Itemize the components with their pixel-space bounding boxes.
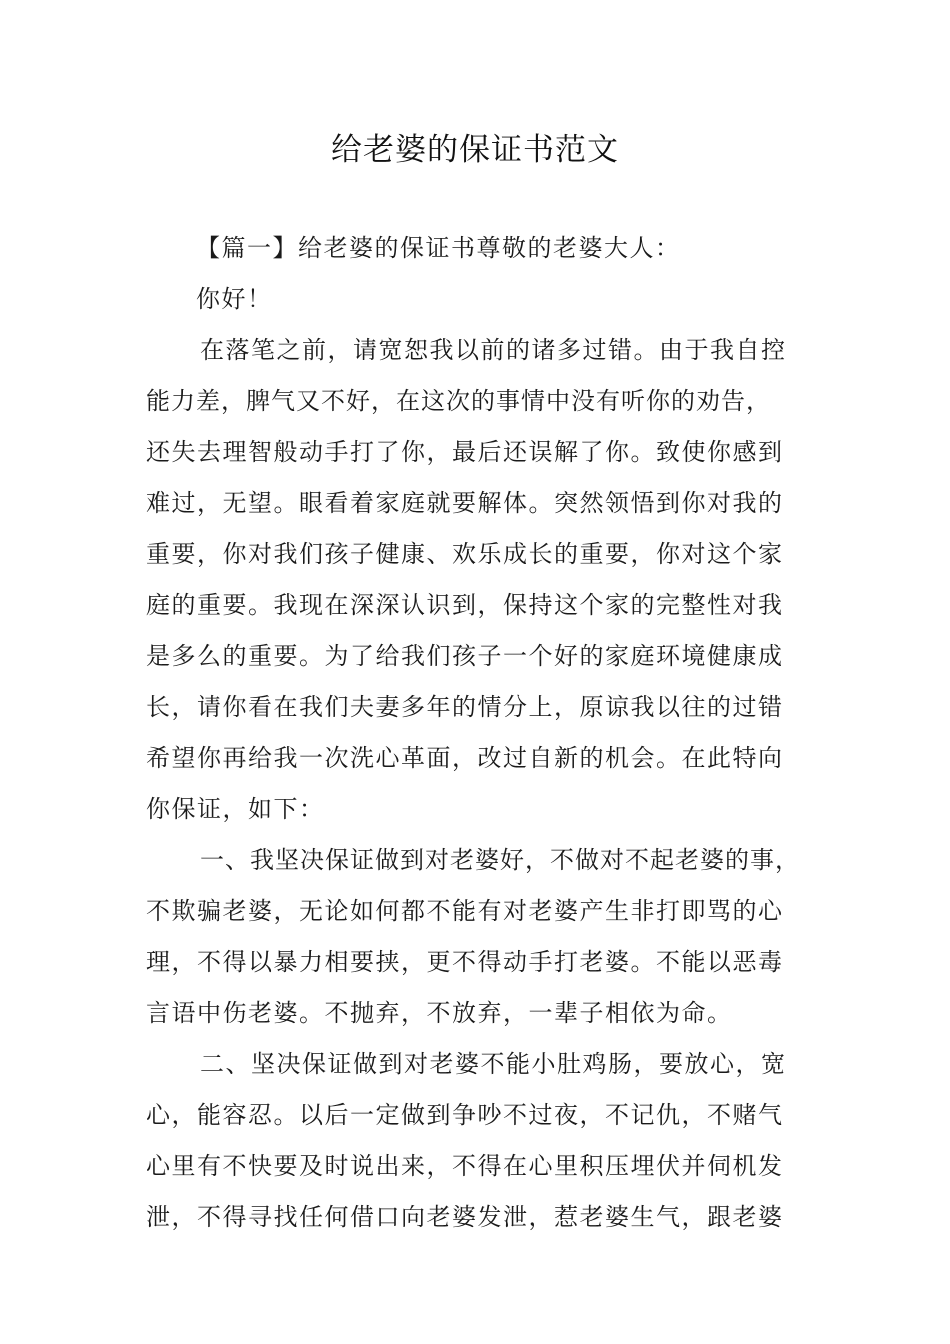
paragraph-line: 你保证，如下： [146,795,325,823]
paragraph-line: 长，请你看在我们夫妻多年的情分上，原谅我以往的过错 [146,693,784,721]
paragraph-line: 还失去理智般动手打了你，最后还误解了你。致使你感到 [146,438,784,466]
section-heading-line: 【篇一】给老婆的保证书尊敬的老婆大人： [196,234,681,262]
paragraph-line: 心里有不快要及时说出来，不得在心里积压埋伏并伺机发 [146,1152,784,1180]
paragraph-line: 二、坚决保证做到对老婆不能小肚鸡肠，要放心，宽 [200,1050,787,1078]
paragraph-line: 能力差，脾气又不好，在这次的事情中没有听你的劝告， [146,387,771,415]
document-title: 给老婆的保证书范文 [331,132,619,168]
greeting-line: 你好！ [196,285,273,313]
paragraph-line: 是多么的重要。为了给我们孩子一个好的家庭环境健康成 [146,642,784,670]
paragraph-line: 言语中伤老婆。不抛弃，不放弃，一辈子相依为命。 [146,999,733,1027]
paragraph-line: 希望你再给我一次洗心革面，改过自新的机会。在此特向 [146,744,784,772]
paragraph-line: 泄，不得寻找任何借口向老婆发泄，惹老婆生气，跟老婆 [146,1203,784,1231]
paragraph-line: 理，不得以暴力相要挟，更不得动手打老婆。不能以恶毒 [146,948,784,976]
document-body [146,223,810,1243]
paragraph-line: 庭的重要。我现在深深认识到，保持这个家的完整性对我 [146,591,784,619]
paragraph-line: 一、我坚决保证做到对老婆好，不做对不起老婆的事， [200,846,800,874]
paragraph-line: 心，能容忍。以后一定做到争吵不过夜，不记仇，不赌气 [146,1101,784,1129]
paragraph-line: 重要，你对我们孩子健康、欢乐成长的重要，你对这个家 [146,540,784,568]
paragraph-line: 在落笔之前，请宽恕我以前的诸多过错。由于我自控 [200,336,787,364]
paragraph-line: 难过，无望。眼看着家庭就要解体。突然领悟到你对我的 [146,489,784,517]
paragraph-line: 不欺骗老婆，无论如何都不能有对老婆产生非打即骂的心 [146,897,784,925]
